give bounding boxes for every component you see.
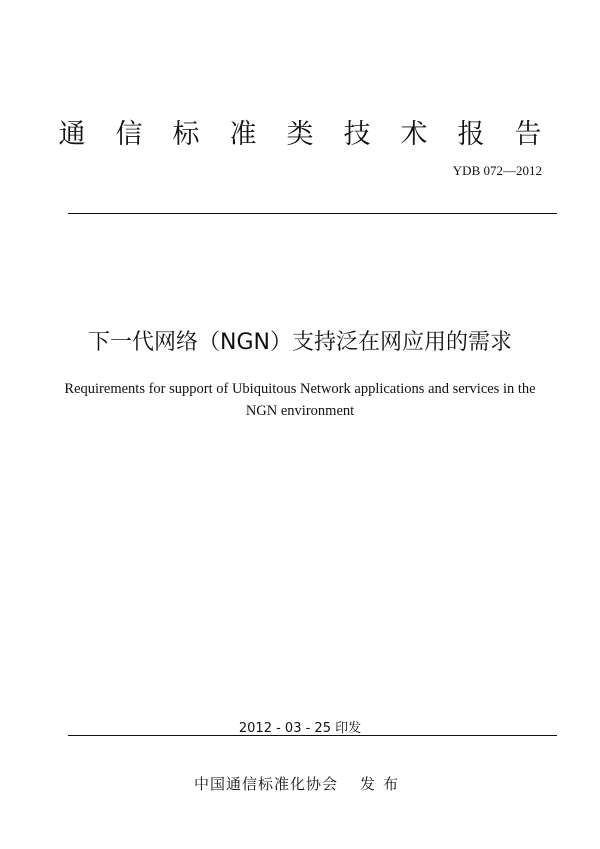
document-number: YDB 072—2012 xyxy=(452,163,542,178)
top-divider xyxy=(68,213,557,214)
title-english-line-2: NGN environment xyxy=(245,403,355,419)
title-english-line-1: Requirements for support of Ubiquitous Network applications and services in the xyxy=(64,381,536,397)
report-type-heading: 通信标准类技术报告 xyxy=(58,119,572,150)
publish-label: 发布 xyxy=(360,775,407,793)
title-english xyxy=(60,378,540,422)
issuer-name: 中国通信标准化协会 xyxy=(193,775,338,793)
title-chinese: 下一代网络（NGN）支持泛在网应用的需求 xyxy=(88,330,512,355)
bottom-divider xyxy=(68,735,557,736)
issue-date: 2012 - 03 - 25 印发 xyxy=(238,721,362,736)
publisher-footer xyxy=(0,773,600,794)
